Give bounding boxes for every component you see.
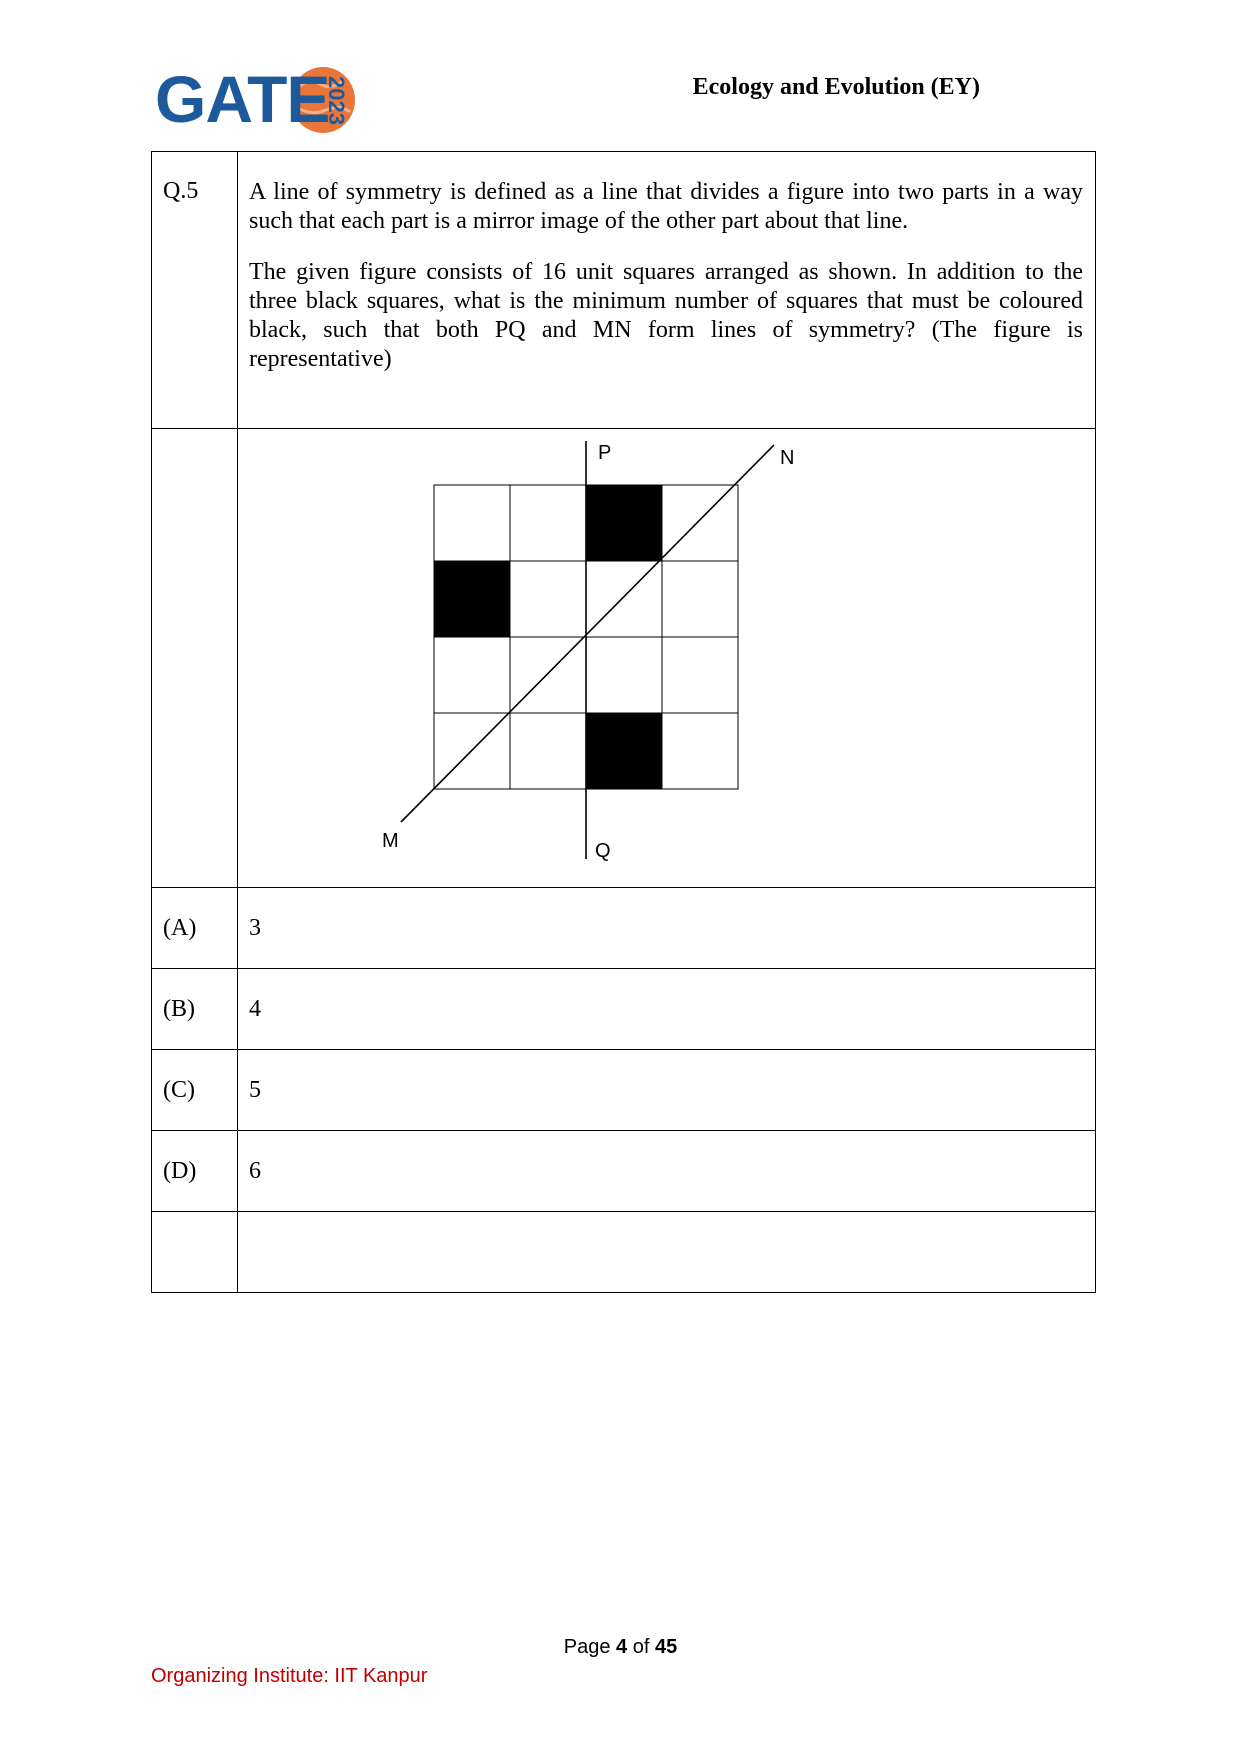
page-word: Page xyxy=(563,1636,611,1658)
empty-row xyxy=(152,1212,1096,1293)
organizing-institute: Organizing Institute: IIT Kanpur xyxy=(151,1665,428,1687)
page-of: of xyxy=(632,1636,650,1658)
page-total: 45 xyxy=(654,1636,678,1658)
logo-text: GATE xyxy=(155,62,330,136)
subject-title: Ecology and Evolution (EY) xyxy=(692,74,980,100)
option-row xyxy=(152,1131,1096,1212)
grid-cell xyxy=(434,637,510,713)
empty-number-cell xyxy=(152,1212,238,1293)
grid-cell-black xyxy=(586,485,662,561)
page-current: 4 xyxy=(616,1636,628,1658)
option-value: 3 xyxy=(238,888,1096,969)
grid-cell-black xyxy=(434,561,510,637)
option-label: (B) xyxy=(152,969,238,1050)
logo-year: 2023 xyxy=(324,75,349,125)
label-n: N xyxy=(780,447,795,469)
grid-cell xyxy=(510,561,586,637)
figure-row xyxy=(152,429,1096,888)
grid-cell xyxy=(662,561,738,637)
grid-cell xyxy=(510,713,586,789)
grid-cell-black xyxy=(586,713,662,789)
question-paragraph-1: A line of symmetry is defined as a line that divides a figure into two parts in a way such that each part is a mirror image of the other part about that line. xyxy=(249,179,1083,234)
label-p: P xyxy=(598,442,612,464)
option-value: 4 xyxy=(238,969,1096,1050)
option-label: (D) xyxy=(152,1131,238,1212)
grid-cell xyxy=(510,637,586,713)
grid-cell xyxy=(434,485,510,561)
grid-cell xyxy=(662,713,738,789)
label-q: Q xyxy=(595,840,611,862)
grid-cell xyxy=(586,637,662,713)
label-m: M xyxy=(382,830,399,852)
question-table xyxy=(151,151,1096,1293)
question-text xyxy=(238,152,1096,429)
grid-cell xyxy=(586,561,662,637)
option-row xyxy=(152,1050,1096,1131)
grid-cell xyxy=(510,485,586,561)
question-row xyxy=(152,152,1096,429)
empty-content-cell xyxy=(238,1212,1096,1293)
option-label: (C) xyxy=(152,1050,238,1131)
grid-cell xyxy=(662,637,738,713)
page-number xyxy=(0,1636,1241,1659)
option-label: (A) xyxy=(152,888,238,969)
figure-number-cell xyxy=(152,429,238,888)
question-paragraph-2: The given figure consists of 16 unit squares arranged as shown. In addition to the three black squares, what is the minimum number of squares that must be coloured black, such that both PQ and MN form lines of symmetry? (The figure is representative) xyxy=(249,259,1083,372)
question-number: Q.5 xyxy=(152,152,238,429)
option-value: 5 xyxy=(238,1050,1096,1131)
option-row xyxy=(152,888,1096,969)
symmetry-figure-svg xyxy=(238,429,1095,887)
option-value: 6 xyxy=(238,1131,1096,1212)
symmetry-figure xyxy=(238,429,1095,887)
gate-logo xyxy=(155,58,355,140)
option-row xyxy=(152,969,1096,1050)
grid-cell xyxy=(662,485,738,561)
figure-cell xyxy=(238,429,1096,888)
